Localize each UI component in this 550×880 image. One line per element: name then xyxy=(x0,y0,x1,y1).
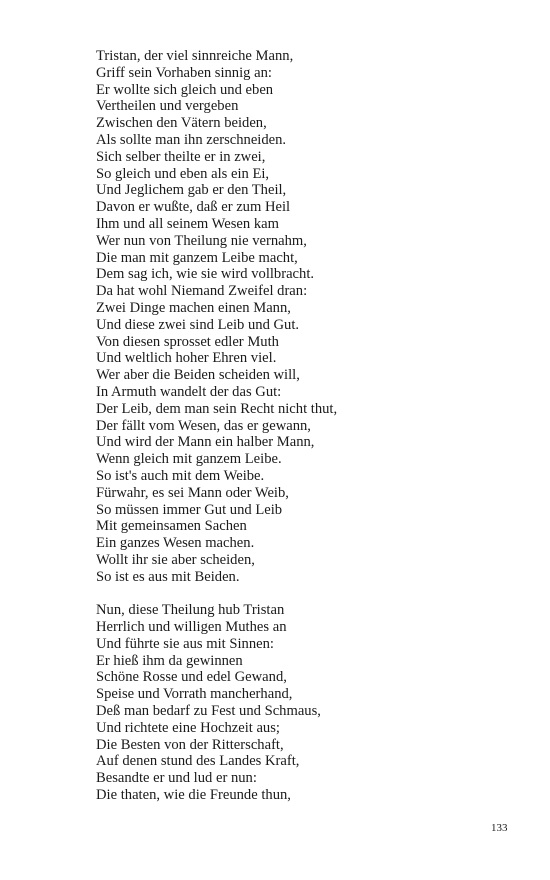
page-number: 133 xyxy=(491,822,508,834)
verse-line: Schöne Rosse und edel Gewand, xyxy=(96,669,287,686)
verse-line: Zwei Dinge machen einen Mann, xyxy=(96,299,291,316)
verse-line: Er wollte sich gleich und eben xyxy=(96,81,274,98)
verse-line: Besandte er und lud er nun: xyxy=(96,770,257,787)
verse-line: Vertheilen und vergeben xyxy=(96,98,239,115)
stanza-1 xyxy=(96,48,516,586)
stanza-2 xyxy=(96,602,516,804)
verse-line: So ist's auch mit dem Weibe. xyxy=(96,467,265,484)
verse-line: Die thaten, wie die Freunde thun, xyxy=(96,787,291,804)
verse-line: Und Jeglichem gab er den Theil, xyxy=(96,182,287,199)
verse-line: So ist es aus mit Beiden. xyxy=(96,568,240,585)
verse-line: Tristan, der viel sinnreiche Mann, xyxy=(96,48,294,64)
verse-line: Und richtete eine Hochzeit aus; xyxy=(96,719,280,736)
verse-line: Deß man bedarf zu Fest und Schmaus, xyxy=(96,703,321,720)
verse-line: Auf denen stund des Landes Kraft, xyxy=(96,753,300,770)
verse-line: Ihm und all seinem Wesen kam xyxy=(96,215,279,232)
verse-line: Herrlich und willigen Muthes an xyxy=(96,619,287,636)
verse-line: Die Besten von der Ritterschaft, xyxy=(96,736,284,753)
verse-line: Und führte sie aus mit Sinnen: xyxy=(96,635,274,652)
verse-line: Von diesen sprosset edler Muth xyxy=(96,333,279,350)
verse-line: Wollt ihr sie aber scheiden, xyxy=(96,551,255,568)
verse-line: Der fällt vom Wesen, das er gewann, xyxy=(96,417,311,434)
verse-line: Zwischen den Vätern beiden, xyxy=(96,115,267,132)
verse-line: Nun, diese Theilung hub Tristan xyxy=(96,602,285,619)
verse-line: Und wird der Mann ein halber Mann, xyxy=(96,434,315,451)
verse-line: Ein ganzes Wesen machen. xyxy=(96,535,255,552)
verse-line: Fürwahr, es sei Mann oder Weib, xyxy=(96,484,289,501)
verse-line: Als sollte man ihn zerschneiden. xyxy=(96,131,287,148)
verse-line: Davon er wußte, daß er zum Heil xyxy=(96,199,291,216)
verse-line: Wer aber die Beiden scheiden will, xyxy=(96,367,300,384)
verse-line: So gleich und eben als ein Ei, xyxy=(96,165,270,182)
verse-line: Er hieß ihm da gewinnen xyxy=(96,652,243,669)
verse-line: Speise und Vorrath mancherhand, xyxy=(96,686,293,703)
verse-line: Und weltlich hoher Ehren viel. xyxy=(96,350,277,367)
verse-line: Der Leib, dem man sein Recht nicht thut, xyxy=(96,400,338,417)
verse-line: Griff sein Vorhaben sinnig an: xyxy=(96,64,272,81)
verse-line: Da hat wohl Niemand Zweifel dran: xyxy=(96,283,308,300)
verse-line: Die man mit ganzem Leibe macht, xyxy=(96,249,298,266)
verse-line: Dem sag ich, wie sie wird vollbracht. xyxy=(96,266,315,283)
verse-line: Wer nun von Theilung nie vernahm, xyxy=(96,232,307,249)
poem-text xyxy=(96,48,516,804)
verse-line: So müssen immer Gut und Leib xyxy=(96,501,283,518)
verse-line: In Armuth wandelt der das Gut: xyxy=(96,383,282,400)
verse-line: Und diese zwei sind Leib und Gut. xyxy=(96,316,300,333)
verse-line: Wenn gleich mit ganzem Leibe. xyxy=(96,451,282,468)
verse-line: Sich selber theilte er in zwei, xyxy=(96,148,266,165)
verse-line: Mit gemeinsamen Sachen xyxy=(96,518,247,535)
